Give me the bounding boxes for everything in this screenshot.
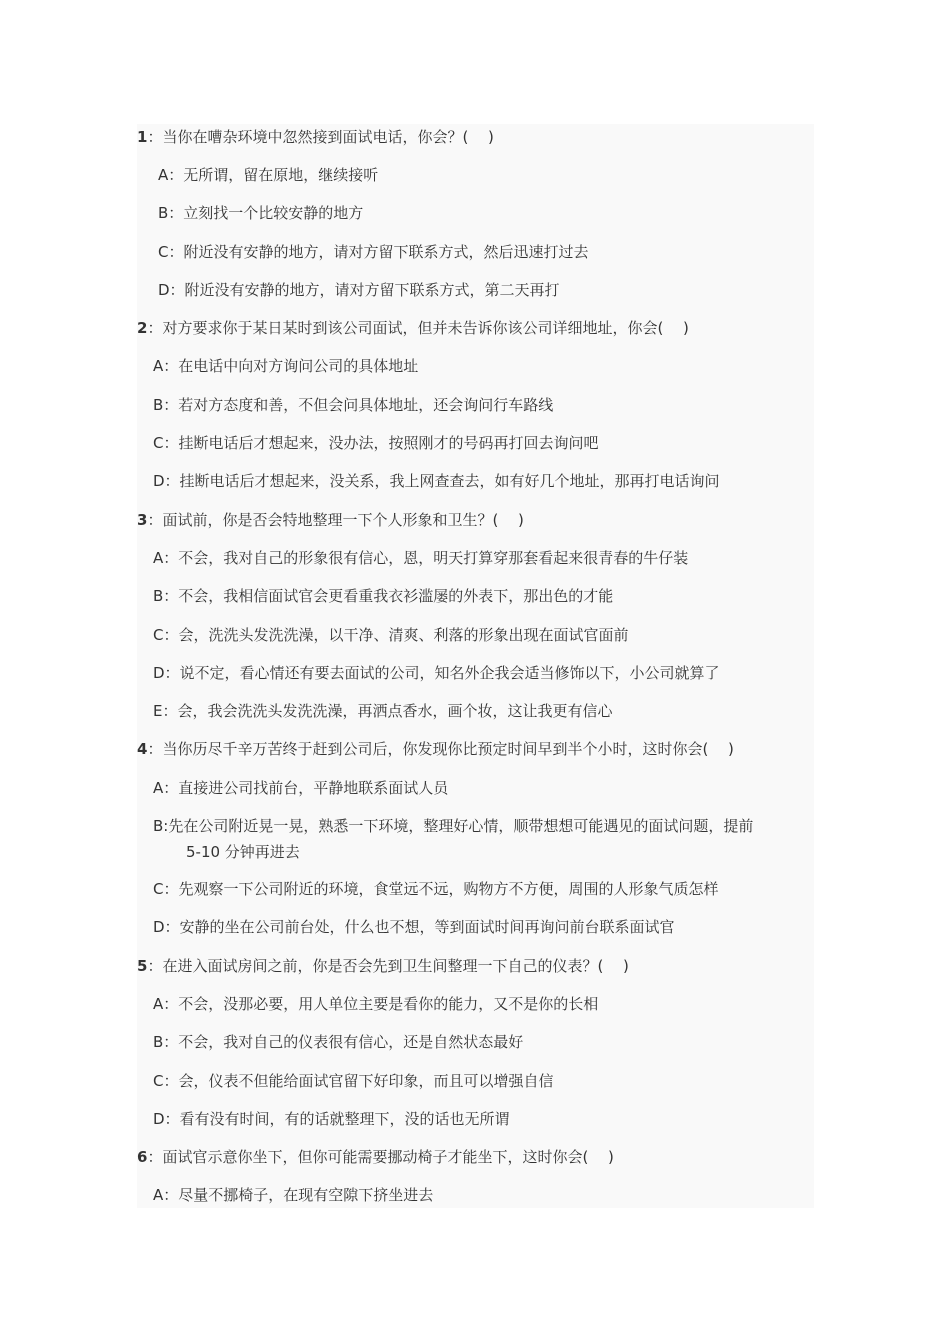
option-5b: B：不会，我对自己的仪表很有信心，还是自然状态最好 [153, 1033, 524, 1051]
question-text: ：当你在嘈杂环境中忽然接到面试电话，你会？( ) [147, 128, 494, 146]
question-text: ：面试前，你是否会特地整理一下个人形象和卫生？( ) [147, 511, 524, 529]
question-4 [137, 740, 734, 758]
option-4a: A：直接进公司找前台，平静地联系面试人员 [153, 779, 449, 797]
option-1b: B：立刻找一个比较安静的地方 [158, 204, 364, 222]
option-5a: A：不会，没那必要，用人单位主要是看你的能力，又不是你的长相 [153, 995, 599, 1013]
question-text: ：当你历尽千辛万苦终于赶到公司后，你发现你比预定时间早到半个小时，这时你会( ) [147, 740, 734, 758]
option-3e: E：会，我会洗洗头发洗洗澡，再洒点香水，画个妆，这让我更有信心 [153, 702, 613, 720]
option-1a: A：无所谓，留在原地，继续接听 [158, 166, 379, 184]
question-number: 2 [137, 319, 148, 337]
option-3b: B：不会，我相信面试官会更看重我衣衫滥屡的外表下，那出色的才能 [153, 587, 614, 605]
option-5d: D：看有没有时间，有的话就整理下，没的话也无所谓 [153, 1110, 510, 1128]
option-5c: C：会，仪表不但能给面试官留下好印象，而且可以增强自信 [153, 1072, 554, 1090]
option-2c: C：挂断电话后才想起来，没办法，按照刚才的号码再打回去询问吧 [153, 434, 599, 452]
question-number: 4 [137, 740, 148, 758]
option-4d: D：安静的坐在公司前台处，什么也不想，等到面试时间再询问前台联系面试官 [153, 918, 675, 936]
question-1 [137, 128, 494, 146]
option-2d: D：挂断电话后才想起来，没关系，我上网查查去，如有好几个地址，那再打电话询问 [153, 472, 720, 490]
question-2 [137, 319, 689, 337]
option-1d: D：附近没有安静的地方，请对方留下联系方式，第二天再打 [158, 281, 560, 299]
question-5 [137, 957, 629, 975]
question-number: 5 [137, 957, 148, 975]
option-6a: A：尽量不挪椅子，在现有空隙下挤坐进去 [153, 1186, 434, 1204]
option-4b-continuation: 5-10 分钟再进去 [186, 843, 300, 861]
question-text: ：在进入面试房间之前，你是否会先到卫生间整理一下自己的仪表？( ) [147, 957, 629, 975]
question-text: ：对方要求你于某日某时到该公司面试，但并未告诉你该公司详细地址，你会( ) [147, 319, 689, 337]
question-number: 6 [137, 1148, 148, 1166]
option-2b: B：若对方态度和善，不但会问具体地址，还会询问行车路线 [153, 396, 554, 414]
option-3d: D：说不定，看心情还有要去面试的公司，知名外企我会适当修饰以下，小公司就算了 [153, 664, 720, 682]
question-number: 3 [137, 511, 148, 529]
questionnaire [137, 124, 814, 1208]
question-text: ：面试官示意你坐下，但你可能需要挪动椅子才能坐下，这时你会( ) [147, 1148, 614, 1166]
option-1c: C：附近没有安静的地方，请对方留下联系方式，然后迅速打过去 [158, 243, 589, 261]
option-4b: B:先在公司附近晃一晃，熟悉一下环境，整理好心情，顺带想想可能遇见的面试问题，提前 [153, 817, 754, 835]
option-2a: A：在电话中向对方询问公司的具体地址 [153, 357, 419, 375]
option-4c: C：先观察一下公司附近的环境，食堂远不远，购物方不方便，周围的人形象气质怎样 [153, 880, 719, 898]
question-3 [137, 511, 524, 529]
question-6 [137, 1148, 614, 1166]
option-3a: A：不会，我对自己的形象很有信心，恩，明天打算穿那套看起来很青春的牛仔装 [153, 549, 689, 567]
option-3c: C：会，洗洗头发洗洗澡，以干净、清爽、利落的形象出现在面试官面前 [153, 626, 629, 644]
question-number: 1 [137, 128, 148, 146]
